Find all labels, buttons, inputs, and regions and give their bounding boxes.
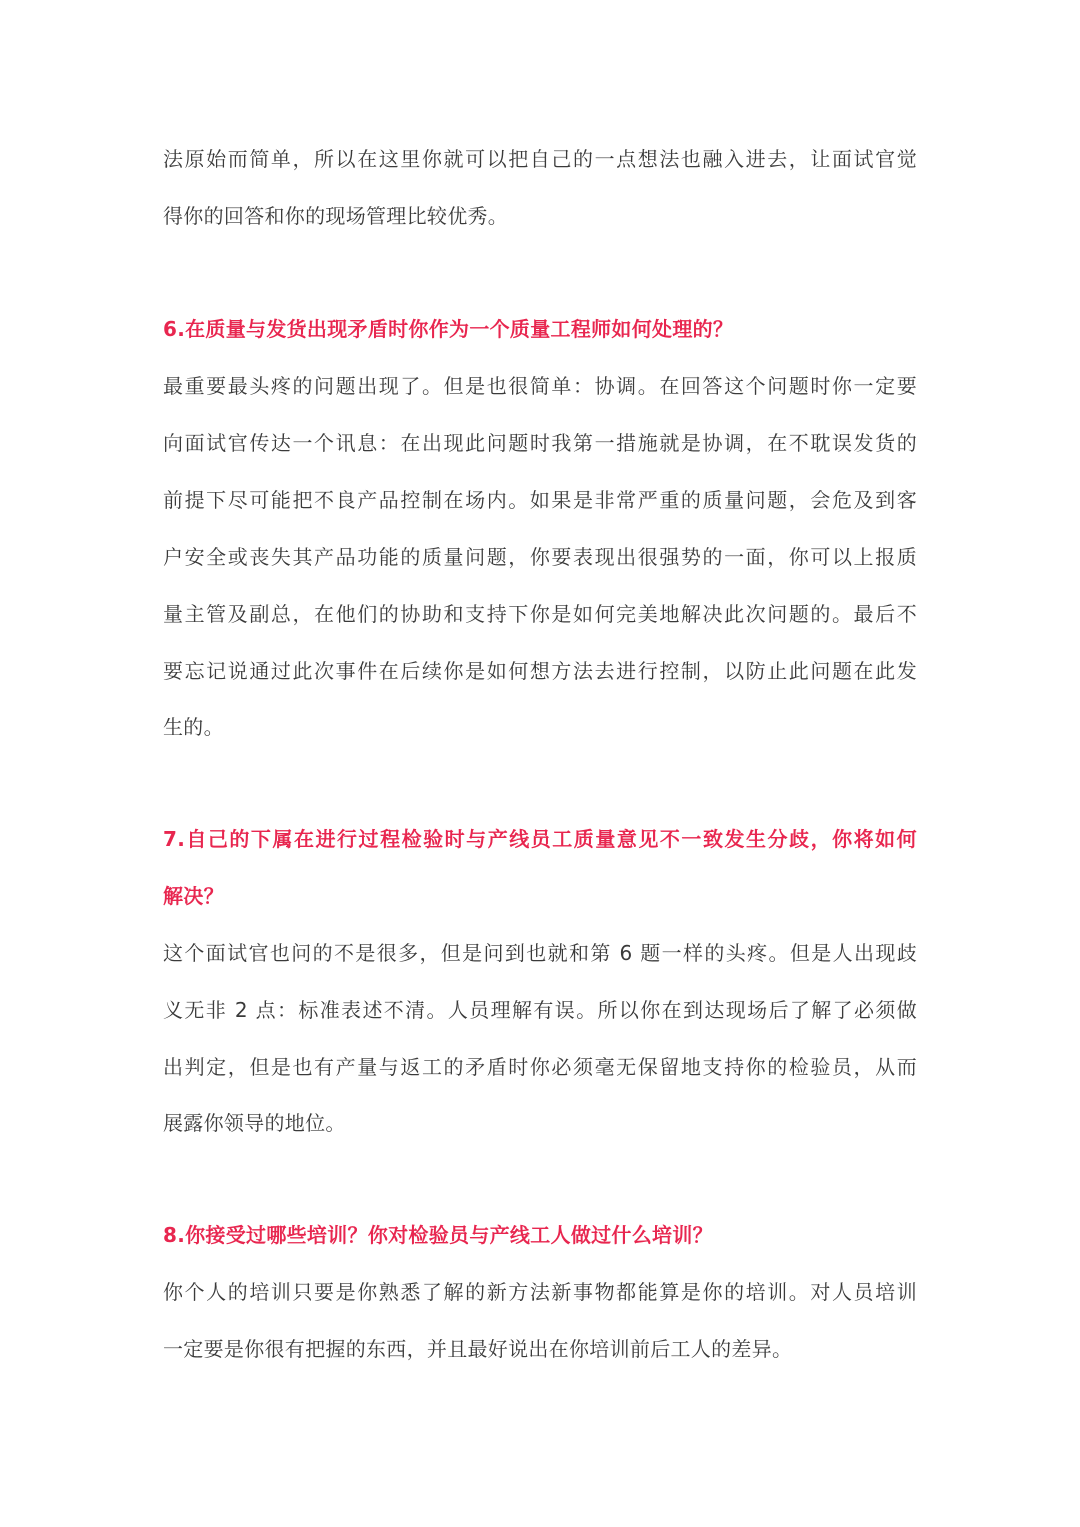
paragraph-line: 生的。 [163, 715, 224, 739]
section-heading-8: 8.你接受过哪些培训？你对检验员与产线工人做过什么培训？ [163, 1223, 713, 1247]
paragraph-line: 你个人的培训只要是你熟悉了解的新方法新事物都能算是你的培训。对人员培训 [163, 1280, 917, 1304]
paragraph-line: 向面试官传达一个讯息：在出现此问题时我第一措施就是协调，在不耽误发货的 [163, 431, 917, 455]
paragraph-line: 展露你领导的地位。 [163, 1111, 346, 1135]
paragraph-line: 户安全或丧失其产品功能的质量问题，你要表现出很强势的一面，你可以上报质 [163, 545, 917, 569]
paragraph-line: 一定要是你很有把握的东西，并且最好说出在你培训前后工人的差异。 [163, 1337, 793, 1361]
paragraph-line: 前提下尽可能把不良产品控制在场内。如果是非常严重的质量问题，会危及到客 [163, 488, 917, 512]
paragraph-line: 出判定，但是也有产量与返工的矛盾时你必须毫无保留地支持你的检验员，从而 [163, 1055, 917, 1079]
section-heading-6: 6.在质量与发货出现矛盾时你作为一个质量工程师如何处理的？ [163, 317, 734, 341]
paragraph-line: 得你的回答和你的现场管理比较优秀。 [163, 204, 509, 228]
paragraph-line: 法原始而简单，所以在这里你就可以把自己的一点想法也融入进去，让面试官觉 [163, 147, 917, 171]
section-heading-7-cont: 解决？ [163, 884, 224, 908]
section-heading-7: 7.自己的下属在进行过程检验时与产线员工质量意见不一致发生分歧，你将如何 [163, 827, 917, 851]
paragraph-line: 最重要最头疼的问题出现了。但是也很简单：协调。在回答这个问题时你一定要 [163, 374, 917, 398]
paragraph-line: 义无非 2 点：标准表述不清。人员理解有误。所以你在到达现场后了解了必须做 [163, 998, 917, 1022]
paragraph-line: 这个面试官也问的不是很多，但是问到也就和第 6 题一样的头疼。但是人出现歧 [163, 941, 917, 965]
paragraph-line: 要忘记说通过此次事件在后续你是如何想方法去进行控制，以防止此问题在此发 [163, 659, 917, 683]
paragraph-line: 量主管及副总，在他们的协助和支持下你是如何完美地解决此次问题的。最后不 [163, 602, 917, 626]
